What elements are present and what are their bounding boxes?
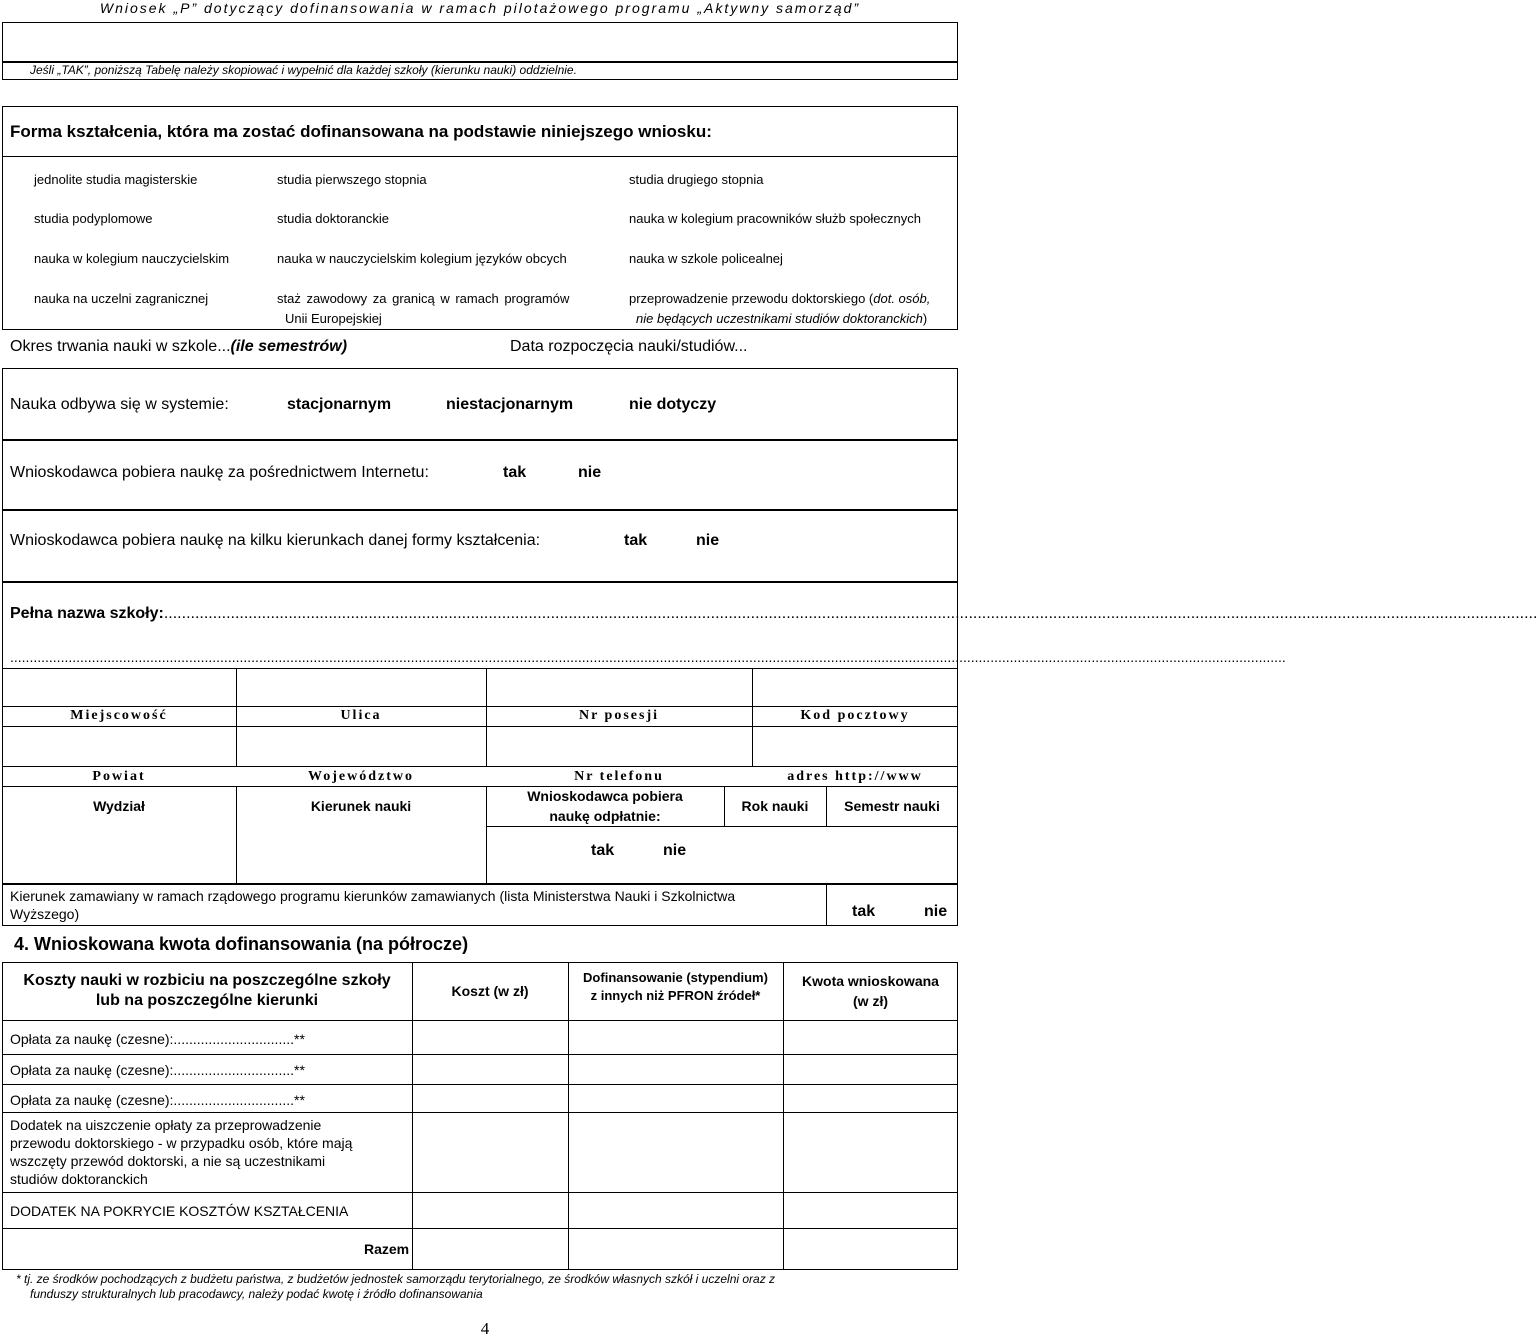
- addr-line4: [2, 766, 958, 767]
- footnote-line2: funduszy strukturalnych lub pracodawcy, należy podać kwotę i źródło dofinansowania: [30, 1287, 483, 1301]
- option-podyplomowe[interactable]: studia podyplomowe: [34, 211, 153, 226]
- zamawiany-line1: Kierunek zamawiany w ramach rządowego programu kierunków zamawianych (lista Ministerstwa Nauki i Szkolnictwa: [10, 888, 736, 904]
- addr-line3: [2, 726, 958, 727]
- cost-h4b: (w zł): [853, 993, 888, 1009]
- data-rozpoczecia[interactable]: [510, 338, 747, 356]
- addr-mid-line: [2, 706, 958, 707]
- zamawiany-divider: [826, 884, 827, 926]
- cost-dodatek-kosztow: DODATEK NA POKRYCIE KOSZTÓW KSZTAŁCENIA: [10, 1203, 349, 1219]
- option-przewod-text: przeprowadzenie przewodu doktorskiego (: [629, 291, 874, 306]
- cost-h1a: Koszty nauki w rozbiciu na poszczególne szkoły: [23, 972, 391, 989]
- addr-powiat: Powiat: [92, 769, 146, 784]
- szkola-box: [2, 582, 1286, 884]
- study-rok: Rok nauki: [741, 798, 809, 814]
- addr-wojewodztwo: Województwo: [308, 769, 414, 784]
- option-drugiego[interactable]: studia drugiego stopnia: [629, 172, 764, 187]
- study-kierunek: Kierunek nauki: [310, 798, 412, 814]
- addr-nr-posesji: Nr posesji: [578, 708, 660, 723]
- study-tak[interactable]: tak: [591, 842, 615, 859]
- addr-www: adres http://www: [787, 769, 923, 784]
- szkola-dots2: ........................................................................................................................................................................................................................................................................................................................................: [10, 649, 1286, 665]
- cost-row-2: Opłata za naukę (czesne):...............................**: [10, 1062, 305, 1078]
- kilka-label: Wnioskodawca pobiera naukę na kilku kierunkach danej formy kształcenia:: [10, 532, 541, 549]
- section4-title: 4. Wnioskowana kwota dofinansowania (na półrocze): [14, 934, 469, 954]
- addr-kod: Kod pocztowy: [800, 708, 910, 723]
- cost-h3a: Dofinansowanie (stypendium): [583, 970, 768, 985]
- option-przewod-line2: [636, 312, 927, 327]
- okres-label: Okres trwania nauki w szkole: [10, 338, 218, 355]
- option-staz-line2: Unii Europejskiej: [285, 311, 382, 326]
- cost-h2: Koszt (w zł): [451, 983, 529, 999]
- option-jednolite[interactable]: jednolite studia magisterskie: [34, 172, 198, 187]
- addr-top-line: [2, 668, 958, 669]
- option-staz[interactable]: staż zawodowy za granicą w ramach programów: [277, 291, 570, 306]
- internet-tak[interactable]: tak: [503, 464, 527, 481]
- cost-line2: [2, 1054, 958, 1055]
- option-przewod[interactable]: [629, 292, 930, 307]
- option-kolegium-pracownikow[interactable]: nauka w kolegium pracowników służb społecznych: [629, 211, 921, 226]
- cost-h4a: Kwota wnioskowana: [802, 973, 939, 989]
- okres-row[interactable]: [10, 338, 347, 356]
- option-policealna[interactable]: nauka w szkole policealnej: [629, 251, 783, 266]
- cost-line5: [2, 1192, 958, 1193]
- zamawiany-tak[interactable]: tak: [852, 903, 876, 920]
- page-header: Wniosek „P” dotyczący dofinansowania w ramach pilotażowego programu „Aktywny samorząd”: [99, 0, 861, 16]
- study-odplatnie-2: naukę odpłatnie:: [549, 808, 661, 824]
- study-semestr: Semestr nauki: [844, 798, 940, 814]
- forma-title: Forma kształcenia, która ma zostać dofinansowana na podstawie niniejszego wniosku:: [10, 122, 712, 141]
- option-pierwszego[interactable]: studia pierwszego stopnia: [277, 172, 427, 187]
- kilka-nie[interactable]: nie: [696, 532, 720, 549]
- kilka-tak[interactable]: tak: [624, 532, 648, 549]
- option-kolegium-nauczycielskie[interactable]: nauka w kolegium nauczycielskim: [34, 251, 230, 266]
- internet-nie[interactable]: nie: [578, 464, 602, 481]
- cost-line1: [2, 1020, 958, 1021]
- system-niestacjonarnym[interactable]: niestacjonarnym: [446, 396, 574, 413]
- cost-v2: [568, 962, 569, 1270]
- footnote-line1: * tj. ze środków pochodzących z budżetu państwa, z budżetów jednostek samorządu terytorialnego, ze środków własnych szkół i uczelni oraz z: [16, 1272, 776, 1286]
- data-label: Data rozpoczęcia nauki/studiów: [510, 338, 735, 355]
- okres-dots: ...: [217, 338, 231, 355]
- cost-dodatek-3: wszczęty przewód doktorski, a nie są uczestnikami: [10, 1153, 326, 1169]
- system-label: Nauka odbywa się w systemie:: [10, 396, 229, 413]
- study-wydzial: Wydział: [93, 798, 145, 814]
- cost-line6: [2, 1228, 958, 1229]
- system-stacjonarnym[interactable]: stacjonarnym: [287, 396, 392, 413]
- forma-divider: [2, 156, 958, 157]
- cost-h1b: lub na poszczególne kierunki: [95, 992, 319, 1009]
- study-odplatnie-1: Wnioskodawca pobiera: [527, 788, 683, 804]
- study-mid-line: [486, 826, 958, 827]
- zamawiany-nie[interactable]: nie: [924, 903, 948, 920]
- option-doktoranckie[interactable]: studia doktoranckie: [277, 211, 390, 226]
- cost-razem: Razem: [364, 1241, 410, 1257]
- option-przewod-dot: dot. osób,: [873, 291, 931, 306]
- okres-hint: (ile semestrów): [230, 338, 348, 355]
- option-przewod-paren: ): [922, 311, 928, 326]
- cost-row-3: Opłata za naukę (czesne):...............................**: [10, 1092, 305, 1108]
- internet-label: Wnioskodawca pobiera naukę za pośrednictwem Internetu:: [10, 464, 429, 481]
- option-przewod-note: nie będących uczestnikami studiów doktoranckich: [636, 311, 923, 326]
- addr-miejscowosc: Miejscowość: [70, 708, 168, 723]
- system-nie-dotyczy[interactable]: nie dotyczy: [629, 396, 717, 413]
- szkola-dots1: .....................................................................................................................................................................................................................................................................................................................: [163, 605, 1537, 622]
- cost-dodatek-1: Dodatek na uiszczenie opłaty za przeprowadzenie: [10, 1117, 322, 1133]
- note-tak: Jeśli „TAK”, poniższą Tabelę należy skopiować i wypełnić dla każdej szkoły (kierunku nauki) oddzielnie.: [30, 63, 577, 77]
- addr-telefon: Nr telefonu: [574, 769, 664, 784]
- zamawiany-line2: Wyższego): [10, 906, 80, 922]
- cost-v1: [412, 962, 413, 1270]
- page-number: 4: [480, 1319, 490, 1338]
- option-kolegium-jezykow[interactable]: nauka w nauczycielskim kolegium języków obcych: [277, 251, 567, 266]
- top-box: [2, 22, 958, 62]
- cost-dodatek-4: studiów doktoranckich: [10, 1171, 148, 1187]
- addr-ulica: Ulica: [340, 708, 382, 723]
- cost-dodatek-2: przewodu doktorskiego - w przypadku osób, które mają: [10, 1135, 353, 1151]
- szkola-label: Pełna nazwa szkoły:: [10, 605, 164, 622]
- study-nie[interactable]: nie: [663, 842, 687, 859]
- cost-row-1: Opłata za naukę (czesne):...............................**: [10, 1031, 305, 1047]
- szkola-row[interactable]: [10, 605, 1537, 623]
- data-dots: ...: [734, 338, 748, 355]
- study-top-line: [2, 786, 958, 787]
- cost-h3b: z innych niż PFRON źródeł*: [590, 988, 761, 1003]
- cost-line3: [2, 1084, 958, 1085]
- cost-line4: [2, 1112, 958, 1113]
- option-uczelnia-zagraniczna[interactable]: nauka na uczelni zagranicznej: [34, 291, 209, 306]
